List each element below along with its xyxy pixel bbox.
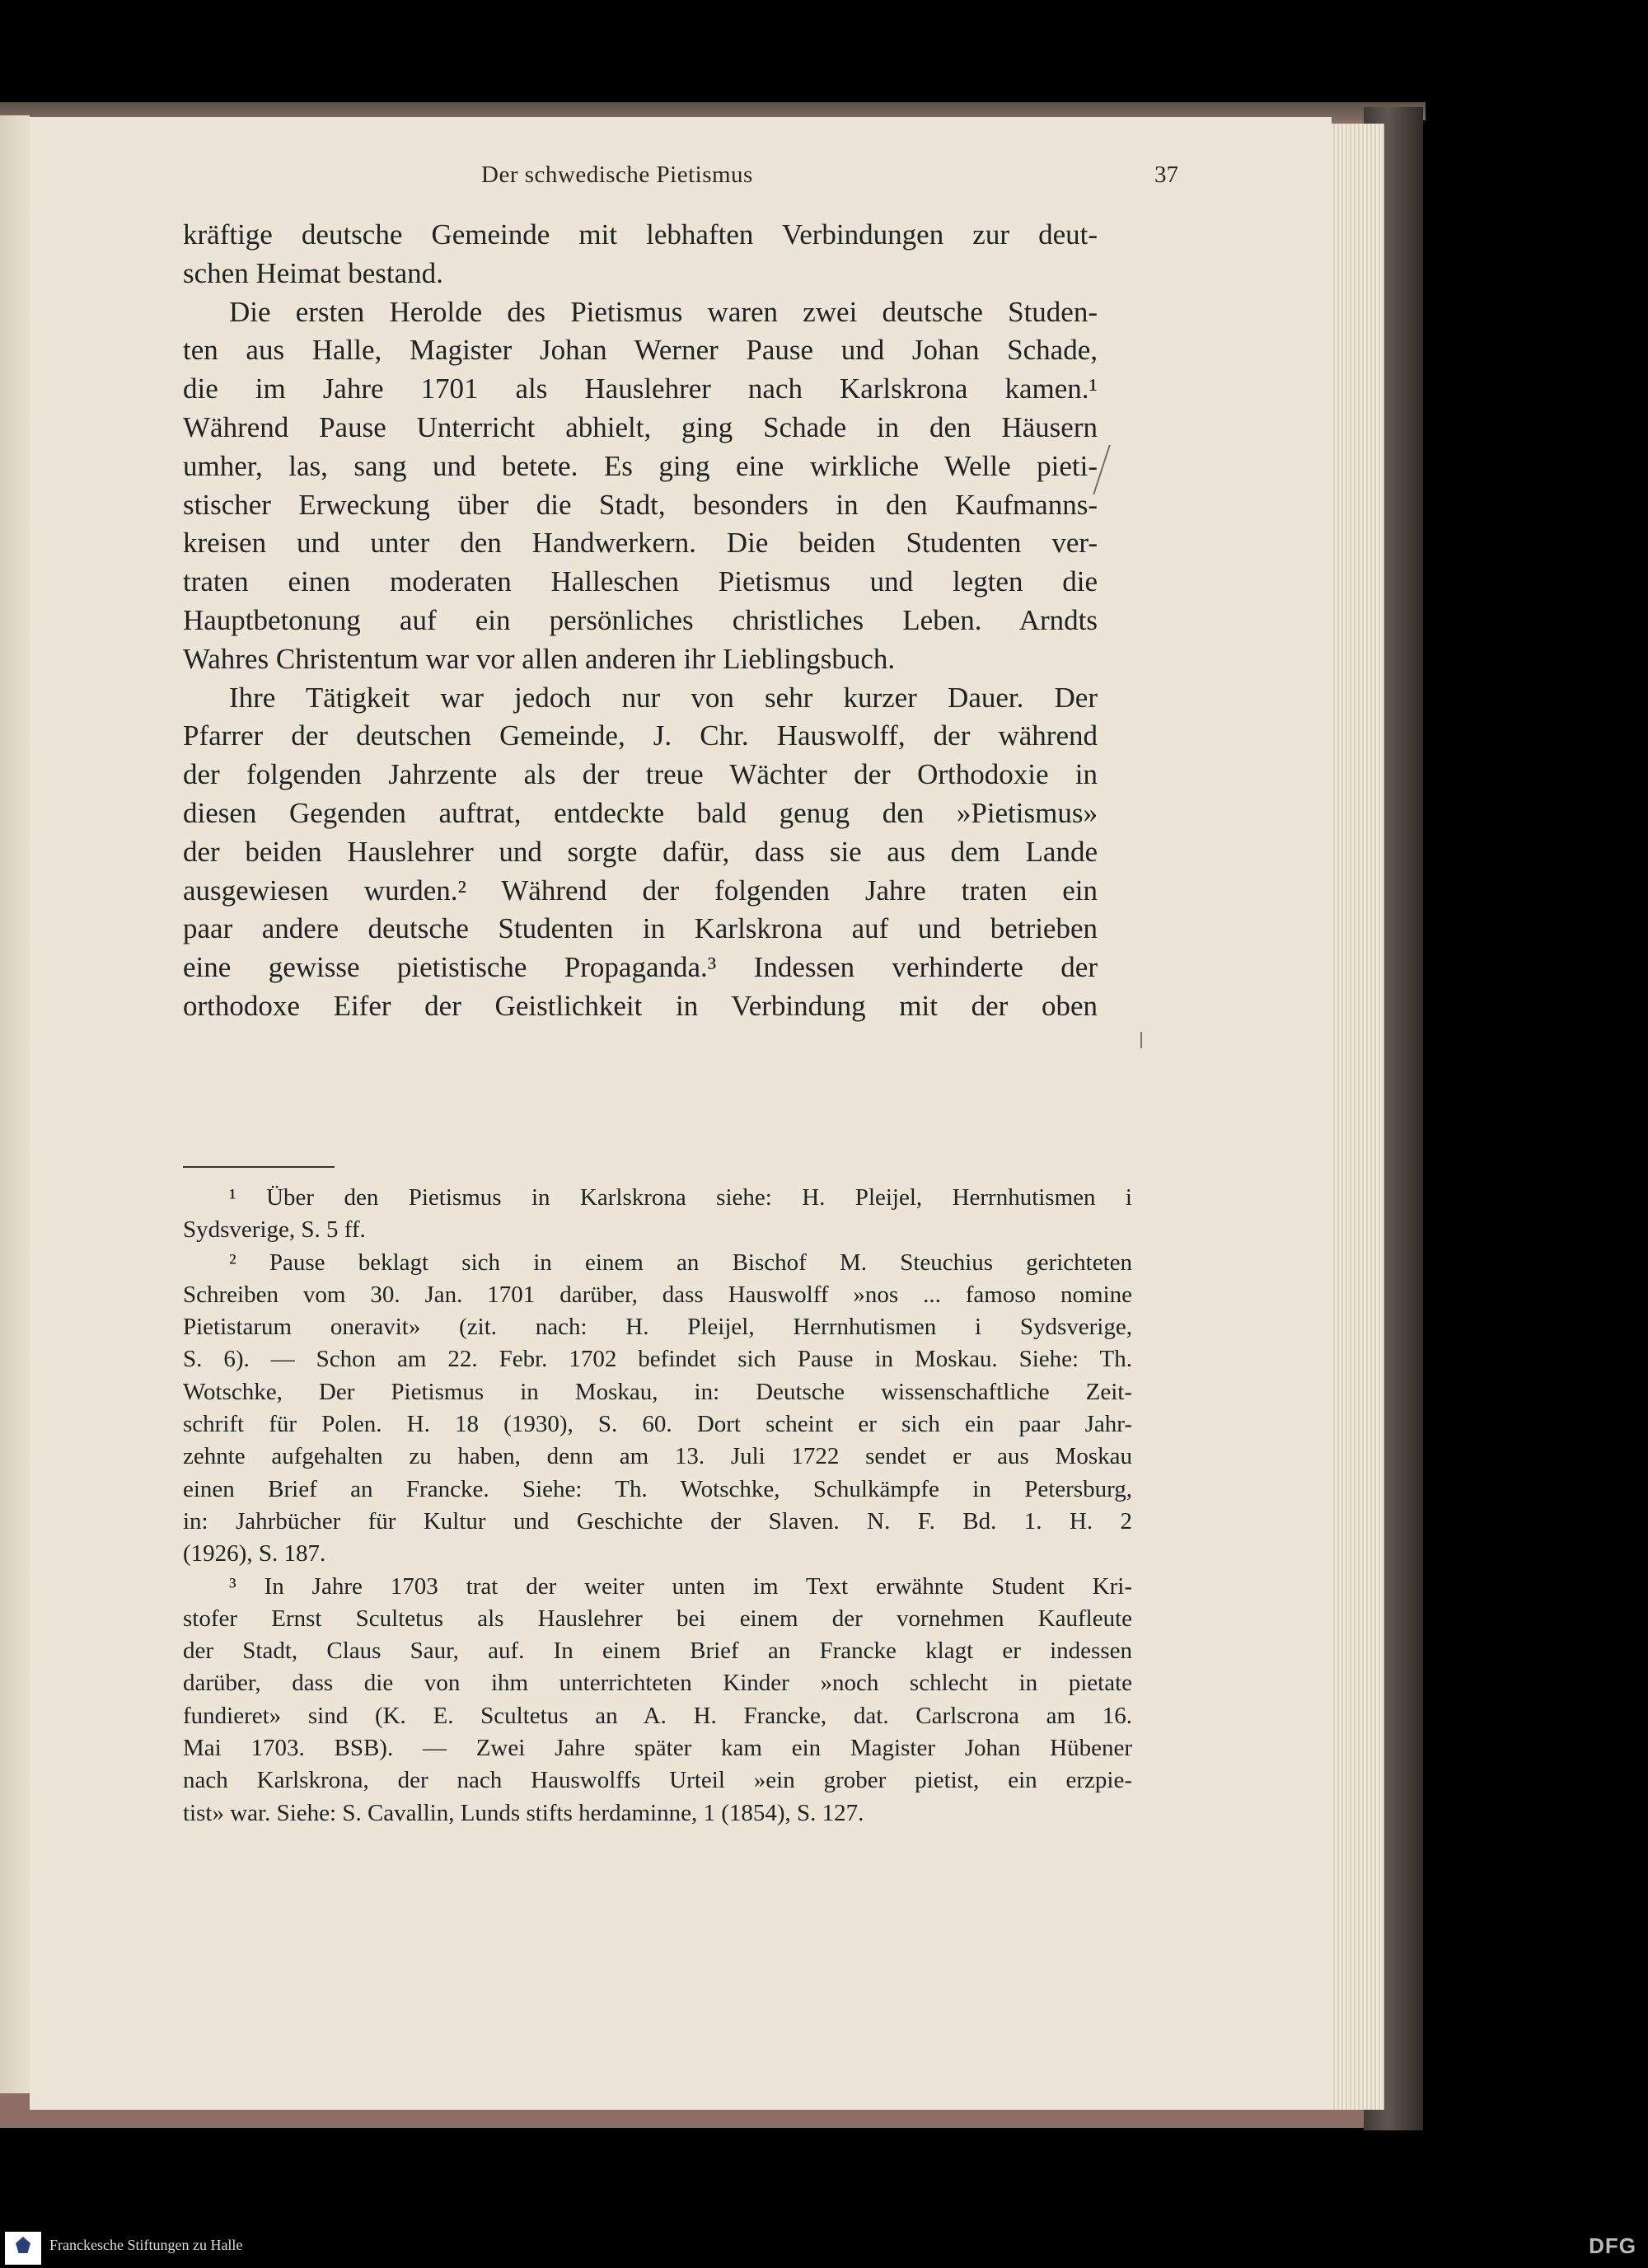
body-text	[183, 216, 1098, 1026]
body-line: umher, las, sang und betete. Es ging eine wirkliche Welle pieti-	[183, 449, 1098, 482]
footnote-line: einen Brief an Francke. Siehe: Th. Wotschke, Schulkämpfe in Petersburg,	[183, 1475, 1132, 1502]
footnote-line: ³ In Jahre 1703 trat der weiter unten im Text erwähnte Student Kri-	[229, 1572, 1132, 1600]
footnote-line: ¹ Über den Pietismus in Karlskrona siehe: H. Pleijel, Herrnhutismen i	[229, 1184, 1132, 1211]
body-line: traten einen moderaten Halleschen Pietismus und legten die	[183, 565, 1098, 598]
body-line: Wahres Christentum war vor allen anderen ihr Lieblingsbuch.	[183, 642, 896, 675]
body-line: diesen Gegenden auftrat, entdeckte bald genug den »Pietismus»	[183, 796, 1098, 829]
body-line: eine gewisse pietistische Propaganda.³ Indessen verhinderte der	[183, 951, 1098, 984]
body-line: Während Pause Unterricht abhielt, ging Schade in den Häusern	[183, 410, 1098, 443]
body-line: kreisen und unter den Handwerkern. Die beiden Studenten ver-	[183, 527, 1098, 560]
footnotes	[183, 1182, 1132, 1830]
footnote-rule	[183, 1166, 335, 1168]
body-line: orthodoxe Eifer der Geistlichkeit in Verbindung mit der oben	[183, 989, 1098, 1022]
footnote-line: (1926), S. 187.	[183, 1540, 326, 1567]
footnote-line: in: Jahrbücher für Kultur und Geschichte der Slaven. N. F. Bd. 1. H. 2	[183, 1507, 1132, 1535]
footnote-line: der Stadt, Claus Saur, auf. In einem Brief an Francke klagt er indessen	[183, 1638, 1132, 1665]
viewer-footer-bar	[0, 2225, 1648, 2268]
footnote-line: schrift für Polen. H. 18 (1930), S. 60. Dort scheint er sich ein paar Jahr-	[183, 1411, 1132, 1438]
page-number: 37	[1154, 162, 1178, 188]
footnote-line: Pietistarum oneravit» (zit. nach: H. Pleijel, Herrnhutismen i Sydsverige,	[183, 1314, 1132, 1341]
body-line: Pfarrer der deutschen Gemeinde, J. Chr. Hauswolff, der während	[183, 719, 1098, 752]
body-line: schen Heimat bestand.	[183, 256, 443, 289]
footnote-line: nach Karlskrona, der nach Hauswolffs Urteil »ein grober pietist, ein erzpie-	[183, 1767, 1132, 1794]
body-line: stischer Erweckung über die Stadt, besonders in den Kaufmanns-	[183, 488, 1098, 521]
running-head-title: Der schwedische Pietismus	[481, 162, 753, 188]
institution-logo-icon[interactable]	[5, 2232, 41, 2265]
footnote-line: tist» war. Siehe: S. Cavallin, Lunds stifts herdaminne, 1 (1854), S. 127.	[183, 1799, 864, 1826]
footnote-line: Mai 1703. BSB). — Zwei Jahre später kam ein Magister Johan Hübener	[183, 1735, 1132, 1762]
body-line: paar andere deutsche Studenten in Karlskrona auf und betrieben	[183, 912, 1098, 945]
body-line: der beiden Hauslehrer und sorgte dafür, dass sie aus dem Lande	[183, 835, 1098, 868]
body-line: ten aus Halle, Magister Johan Werner Pause und Johan Schade,	[183, 334, 1098, 367]
footnote-line: S. 6). — Schon am 22. Febr. 1702 befindet sich Pause in Moskau. Siehe: Th.	[183, 1346, 1132, 1373]
body-line: Ihre Tätigkeit war jedoch nur von sehr kurzer Dauer. Der	[229, 681, 1098, 714]
left-page-edge	[0, 115, 30, 2093]
footnote-line: zehnte aufgehalten zu haben, denn am 13. Juli 1722 sendet er aus Moskau	[183, 1443, 1132, 1470]
footnote-line: Sydsverige, S. 5 ff.	[183, 1216, 366, 1244]
body-line: Hauptbetonung auf ein persönliches christliches Leben. Arndts	[183, 603, 1098, 636]
institution-name[interactable]: Franckesche Stiftungen zu Halle	[49, 2237, 243, 2253]
body-line: Die ersten Herolde des Pietismus waren zwei deutsche Studen-	[229, 295, 1098, 328]
body-line: ausgewiesen wurden.² Während der folgenden Jahre traten ein	[183, 874, 1098, 907]
running-head	[30, 0, 1332, 2268]
footnote-line: stofer Ernst Scultetus als Hauslehrer bei einem der vornehmen Kaufleute	[183, 1605, 1132, 1632]
margin-tick-mark	[1140, 1032, 1142, 1048]
footnote-line: Schreiben vom 30. Jan. 1701 darüber, dass Hauswolff »nos ... famoso nomine	[183, 1281, 1132, 1308]
body-line: kräftige deutsche Gemeinde mit lebhaften Verbindungen zur deut-	[183, 218, 1098, 251]
dfg-logo[interactable]: DFG	[1589, 2233, 1636, 2258]
body-line: die im Jahre 1701 als Hauslehrer nach Karlskrona kamen.¹	[183, 373, 1098, 405]
footnote-line: fundieret» sind (K. E. Scultetus an A. H. Francke, dat. Carlscrona am 16.	[183, 1702, 1132, 1729]
footnote-line: ² Pause beklagt sich in einem an Bischof M. Steuchius gerichteten	[229, 1249, 1132, 1276]
footnote-line: Wotschke, Der Pietismus in Moskau, in: Deutsche wissenschaftliche Zeit-	[183, 1378, 1132, 1405]
body-line: der folgenden Jahrzente als der treue Wächter der Orthodoxie in	[183, 758, 1098, 791]
footnote-line: darüber, dass die von ihm unterrichteten Kinder »noch schlecht in pietate	[183, 1670, 1132, 1697]
